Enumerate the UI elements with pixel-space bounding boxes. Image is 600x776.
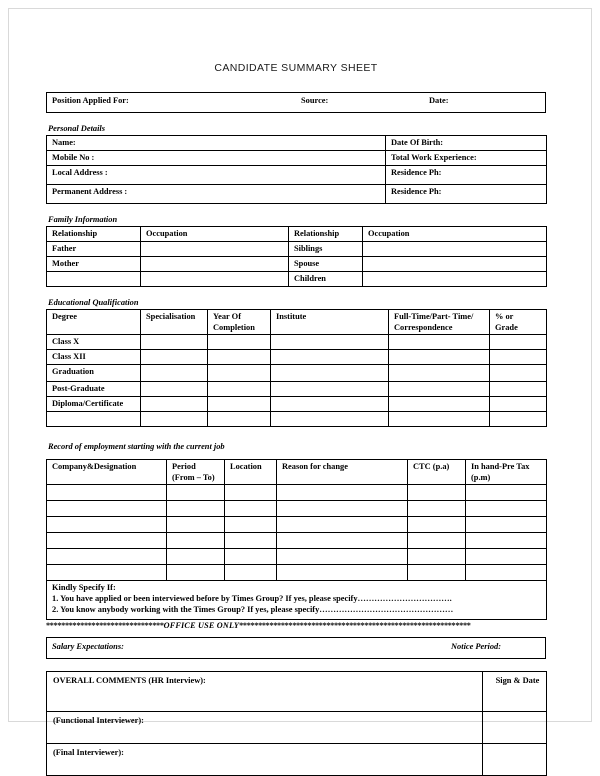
family-header-occupation-2: Occupation [363, 227, 547, 242]
emp-row-ctc[interactable] [408, 485, 466, 501]
family-mother-occupation-cell[interactable] [141, 257, 289, 272]
table-row [47, 335, 547, 350]
edu-row-diploma-year[interactable] [208, 397, 271, 412]
emp-row-period[interactable] [167, 501, 225, 517]
emp-row-ctc[interactable] [408, 533, 466, 549]
edu-row-blank-institute[interactable] [271, 412, 389, 427]
personal-residence-ph-2-label: Residence Ph: [386, 185, 547, 204]
family-header-relationship-1: Relationship [47, 227, 141, 242]
emp-row-period[interactable] [167, 517, 225, 533]
edu-row-class-xii-year[interactable] [208, 350, 271, 365]
emp-row-in-hand[interactable] [466, 565, 547, 581]
edu-header-year-line1: Year Of [213, 312, 241, 321]
edu-header-degree: Degree [47, 310, 141, 335]
kindly-specify-row [47, 581, 547, 620]
family-mother-label: Mother [47, 257, 141, 272]
family-spouse-label: Spouse [289, 257, 363, 272]
edu-header-grade [490, 310, 547, 335]
emp-row-company[interactable] [47, 565, 167, 581]
table-row [47, 517, 547, 533]
section-label-educational-qualification: Educational Qualification [48, 298, 139, 307]
edu-row-post-graduate-institute[interactable] [271, 382, 389, 397]
emp-row-ctc[interactable] [408, 549, 466, 565]
table-row [47, 151, 547, 166]
emp-row-reason[interactable] [277, 485, 408, 501]
edu-row-blank-mode[interactable] [389, 412, 490, 427]
edu-row-class-xii-grade[interactable] [490, 350, 547, 365]
table-row [47, 533, 547, 549]
personal-dob-label: Date Of Birth: [386, 136, 547, 151]
section-label-family-information: Family Information [48, 215, 118, 224]
kindly-specify-title: Kindly Specify If: [52, 583, 116, 592]
emp-row-in-hand[interactable] [466, 533, 547, 549]
family-spouse-occupation-cell[interactable] [363, 257, 547, 272]
final-sign-cell[interactable] [483, 744, 547, 776]
edu-row-graduation-year[interactable] [208, 365, 271, 382]
emp-row-in-hand[interactable] [466, 549, 547, 565]
edu-row-class-x-grade[interactable] [490, 335, 547, 350]
employment-record-table [46, 459, 547, 620]
emp-header-ctc: CTC (p.a) [408, 460, 466, 485]
emp-row-company[interactable] [47, 501, 167, 517]
final-interviewer-label[interactable]: (Final Interviewer): [47, 744, 483, 776]
emp-row-period[interactable] [167, 565, 225, 581]
sign-and-date-header: Sign & Date [483, 672, 547, 712]
personal-name-label: Name: [47, 136, 386, 151]
edu-row-class-x-specialisation[interactable] [141, 335, 208, 350]
salary-expectations-box [46, 637, 546, 659]
emp-row-location[interactable] [225, 485, 277, 501]
emp-row-location[interactable] [225, 533, 277, 549]
table-row [47, 549, 547, 565]
office-use-divider-text: OFFICE USE ONLY [163, 621, 240, 630]
kindly-specify-item-2: 2. You know anybody working with the Times Group? If yes, please specify………………………………………… [52, 605, 454, 614]
office-use-divider [46, 621, 546, 631]
table-row [47, 242, 547, 257]
edu-row-class-xii-mode[interactable] [389, 350, 490, 365]
emp-row-location[interactable] [225, 517, 277, 533]
table-header-row [47, 310, 547, 335]
emp-header-period [167, 460, 225, 485]
edu-header-year-line2: Completion [213, 323, 255, 332]
emp-header-period-line2: (From – To) [172, 473, 215, 482]
emp-row-company[interactable] [47, 549, 167, 565]
edu-header-fulltime [389, 310, 490, 335]
table-row [47, 744, 547, 776]
emp-header-reason-for-change: Reason for change [277, 460, 408, 485]
table-row [47, 382, 547, 397]
family-siblings-label: Siblings [289, 242, 363, 257]
position-applied-row [47, 93, 545, 112]
functional-interviewer-label[interactable]: (Functional Interviewer): [47, 712, 483, 744]
edu-row-post-graduate-mode[interactable] [389, 382, 490, 397]
family-blank-occupation-cell[interactable] [141, 272, 289, 287]
emp-header-in-hand-line1: In hand-Pre Tax [471, 462, 530, 471]
emp-header-period-line1: Period [172, 462, 196, 471]
emp-header-in-hand [466, 460, 547, 485]
edu-row-graduation-mode[interactable] [389, 365, 490, 382]
table-row [47, 565, 547, 581]
edu-header-fulltime-line2: Correspondence [394, 323, 453, 332]
document-content [46, 0, 546, 776]
emp-row-period[interactable] [167, 549, 225, 565]
family-header-relationship-2: Relationship [289, 227, 363, 242]
family-children-label: Children [289, 272, 363, 287]
emp-row-reason[interactable] [277, 565, 408, 581]
emp-row-reason[interactable] [277, 501, 408, 517]
edu-row-post-graduate-specialisation[interactable] [141, 382, 208, 397]
edu-row-post-graduate-grade[interactable] [490, 382, 547, 397]
edu-row-blank-specialisation[interactable] [141, 412, 208, 427]
emp-row-in-hand[interactable] [466, 501, 547, 517]
salary-expectations-label: Salary Expectations: [52, 642, 124, 651]
emp-header-in-hand-line2: (p.m) [471, 473, 491, 482]
personal-residence-ph-1-label: Residence Ph: [386, 166, 547, 185]
edu-row-class-xii-specialisation[interactable] [141, 350, 208, 365]
edu-row-graduation-label: Graduation [47, 365, 141, 382]
salary-expectations-row [47, 638, 545, 658]
office-use-divider-left: ******************************* [46, 621, 164, 630]
emp-header-location: Location [225, 460, 277, 485]
edu-header-institute: Institute [271, 310, 389, 335]
edu-header-year-of-completion [208, 310, 271, 335]
emp-row-location[interactable] [225, 501, 277, 517]
personal-details-table [46, 135, 547, 204]
personal-permanent-address-label: Permanent Address : [47, 185, 386, 204]
table-row [47, 166, 547, 185]
edu-row-blank-degree[interactable] [47, 412, 141, 427]
overall-comments-table [46, 671, 547, 776]
edu-row-class-x-label: Class X [47, 335, 141, 350]
table-row [47, 350, 547, 365]
edu-row-blank-grade[interactable] [490, 412, 547, 427]
family-children-occupation-cell[interactable] [363, 272, 547, 287]
kindly-specify-item-1: 1. You have applied or been interviewed before by Times Group? If yes, please specify……………………………. [52, 594, 452, 603]
section-label-employment-record: Record of employment starting with the current job [48, 442, 225, 451]
page-title: CANDIDATE SUMMARY SHEET [214, 62, 378, 74]
overall-comments-hr-label[interactable]: OVERALL COMMENTS (HR Interview): [47, 672, 483, 712]
edu-row-class-x-mode[interactable] [389, 335, 490, 350]
edu-row-diploma-mode[interactable] [389, 397, 490, 412]
family-blank-relationship-cell[interactable] [47, 272, 141, 287]
edu-row-post-graduate-label: Post-Graduate [47, 382, 141, 397]
personal-experience-label: Total Work Experience: [386, 151, 547, 166]
office-use-divider-right: ************************************************************* [239, 621, 471, 630]
emp-row-reason[interactable] [277, 517, 408, 533]
emp-row-in-hand[interactable] [466, 485, 547, 501]
family-information-table [46, 226, 547, 287]
table-row [47, 672, 547, 712]
table-row [47, 485, 547, 501]
emp-row-company[interactable] [47, 485, 167, 501]
date-label: Date: [429, 96, 449, 105]
source-label: Source: [301, 96, 329, 105]
edu-row-class-xii-institute[interactable] [271, 350, 389, 365]
edu-row-class-x-year[interactable] [208, 335, 271, 350]
emp-row-in-hand[interactable] [466, 517, 547, 533]
table-row [47, 185, 547, 204]
edu-row-diploma-label: Diploma/Certificate [47, 397, 141, 412]
table-row [47, 136, 547, 151]
family-father-label: Father [47, 242, 141, 257]
emp-row-location[interactable] [225, 565, 277, 581]
emp-row-reason[interactable] [277, 549, 408, 565]
edu-row-diploma-grade[interactable] [490, 397, 547, 412]
emp-row-ctc[interactable] [408, 565, 466, 581]
emp-row-company[interactable] [47, 533, 167, 549]
edu-header-grade-line2: Grade [495, 323, 518, 332]
table-header-row [47, 460, 547, 485]
edu-row-class-x-institute[interactable] [271, 335, 389, 350]
notice-period-label: Notice Period: [451, 642, 502, 651]
emp-row-period[interactable] [167, 533, 225, 549]
emp-row-ctc[interactable] [408, 517, 466, 533]
emp-header-company-designation: Company&Designation [47, 460, 167, 485]
section-label-personal-details: Personal Details [48, 124, 105, 133]
edu-row-graduation-grade[interactable] [490, 365, 547, 382]
personal-mobile-label: Mobile No : [47, 151, 386, 166]
educational-qualification-table [46, 309, 547, 427]
family-header-occupation-1: Occupation [141, 227, 289, 242]
edu-row-class-xii-label: Class XII [47, 350, 141, 365]
table-row [47, 412, 547, 427]
edu-row-graduation-specialisation[interactable] [141, 365, 208, 382]
position-applied-label: Position Applied For: [52, 96, 129, 105]
emp-row-period[interactable] [167, 485, 225, 501]
table-row [47, 712, 547, 744]
emp-row-location[interactable] [225, 549, 277, 565]
table-header-row [47, 227, 547, 242]
functional-sign-cell[interactable] [483, 712, 547, 744]
family-siblings-occupation-cell[interactable] [363, 242, 547, 257]
kindly-specify-block [47, 581, 547, 620]
edu-row-blank-year[interactable] [208, 412, 271, 427]
table-row [47, 257, 547, 272]
position-applied-box [46, 92, 546, 113]
table-row [47, 365, 547, 382]
edu-header-fulltime-line1: Full-Time/Part- Time/ [394, 312, 474, 321]
emp-row-reason[interactable] [277, 533, 408, 549]
edu-row-graduation-institute[interactable] [271, 365, 389, 382]
edu-row-diploma-specialisation[interactable] [141, 397, 208, 412]
edu-header-specialisation: Specialisation [141, 310, 208, 335]
family-father-occupation-cell[interactable] [141, 242, 289, 257]
edu-row-post-graduate-year[interactable] [208, 382, 271, 397]
edu-header-grade-line1: % or [495, 312, 514, 321]
table-row [47, 501, 547, 517]
emp-row-ctc[interactable] [408, 501, 466, 517]
edu-row-diploma-institute[interactable] [271, 397, 389, 412]
table-row [47, 397, 547, 412]
personal-local-address-label: Local Address : [47, 166, 386, 185]
emp-row-company[interactable] [47, 517, 167, 533]
table-row [47, 272, 547, 287]
